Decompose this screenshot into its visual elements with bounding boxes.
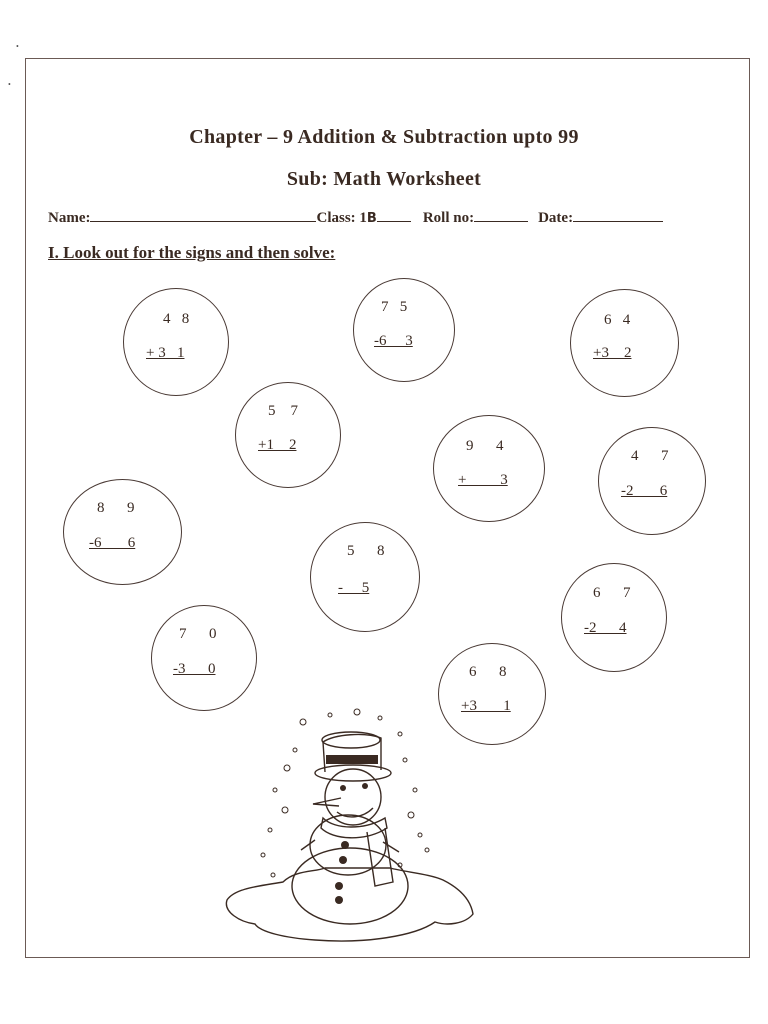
problem-bottom: + 3 bbox=[458, 472, 508, 488]
problem-circle bbox=[433, 415, 545, 522]
class-blank[interactable] bbox=[377, 207, 411, 222]
problem-top: 5 8 bbox=[347, 543, 385, 559]
problem-top: 6 8 bbox=[469, 664, 507, 680]
student-info-row bbox=[48, 207, 663, 227]
problem-bottom: +3 1 bbox=[461, 698, 511, 714]
worksheet-subtitle: Sub: Math Worksheet bbox=[286, 168, 482, 190]
carrot-nose bbox=[313, 798, 341, 806]
problem-circle bbox=[63, 479, 182, 585]
problem-circle bbox=[123, 288, 229, 396]
problem-top: 7 5 bbox=[381, 299, 408, 315]
problem-bottom: -6 3 bbox=[374, 333, 413, 349]
problem-top: 4 8 bbox=[163, 311, 190, 327]
problem-top: 9 4 bbox=[466, 438, 504, 454]
problem-bottom: -2 4 bbox=[584, 620, 627, 636]
scan-speck: • bbox=[16, 42, 19, 51]
snow-ground bbox=[226, 868, 473, 941]
date-blank[interactable] bbox=[573, 207, 663, 222]
section-heading: I. Look out for the signs and then solve: bbox=[48, 243, 336, 262]
problem-bottom: -2 6 bbox=[621, 483, 668, 499]
problem-circle bbox=[235, 382, 341, 488]
problem-circle bbox=[561, 563, 667, 672]
problem-bottom: + 3 1 bbox=[146, 345, 185, 361]
roll-label: Roll no: bbox=[422, 210, 475, 226]
worksheet-title: Chapter – 9 Addition & Subtraction upto 99 bbox=[189, 126, 579, 148]
hat-band bbox=[326, 755, 378, 764]
problem-top: 6 4 bbox=[604, 312, 631, 328]
problem-bottom: -3 0 bbox=[173, 661, 216, 677]
problem-circle bbox=[151, 605, 257, 711]
problem-top: 8 9 bbox=[97, 500, 135, 516]
class-label: Class: 1 bbox=[316, 210, 367, 226]
problem-top: 6 7 bbox=[593, 585, 631, 601]
snowman-bottom bbox=[292, 848, 408, 924]
problem-top: 5 7 bbox=[268, 403, 298, 419]
problem-circle bbox=[353, 278, 455, 382]
problem-bottom: -6 6 bbox=[89, 535, 136, 551]
scan-speck: • bbox=[8, 80, 11, 89]
name-blank[interactable] bbox=[90, 207, 316, 222]
problem-top: 4 7 bbox=[631, 448, 669, 464]
hat-brim bbox=[315, 765, 391, 781]
date-label: Date: bbox=[538, 210, 574, 226]
problem-top: 7 0 bbox=[179, 626, 217, 642]
problem-circle bbox=[598, 427, 706, 535]
class-value: B bbox=[366, 211, 377, 226]
snowman-illustration bbox=[215, 700, 485, 950]
problem-bottom: - 5 bbox=[338, 580, 370, 596]
scarf bbox=[321, 818, 387, 838]
problem-circle bbox=[570, 289, 679, 397]
problem-circle bbox=[310, 522, 420, 632]
name-label: Name: bbox=[48, 210, 91, 226]
roll-blank[interactable] bbox=[474, 207, 528, 222]
problem-bottom: +1 2 bbox=[258, 437, 297, 453]
problem-bottom: +3 2 bbox=[593, 345, 632, 361]
